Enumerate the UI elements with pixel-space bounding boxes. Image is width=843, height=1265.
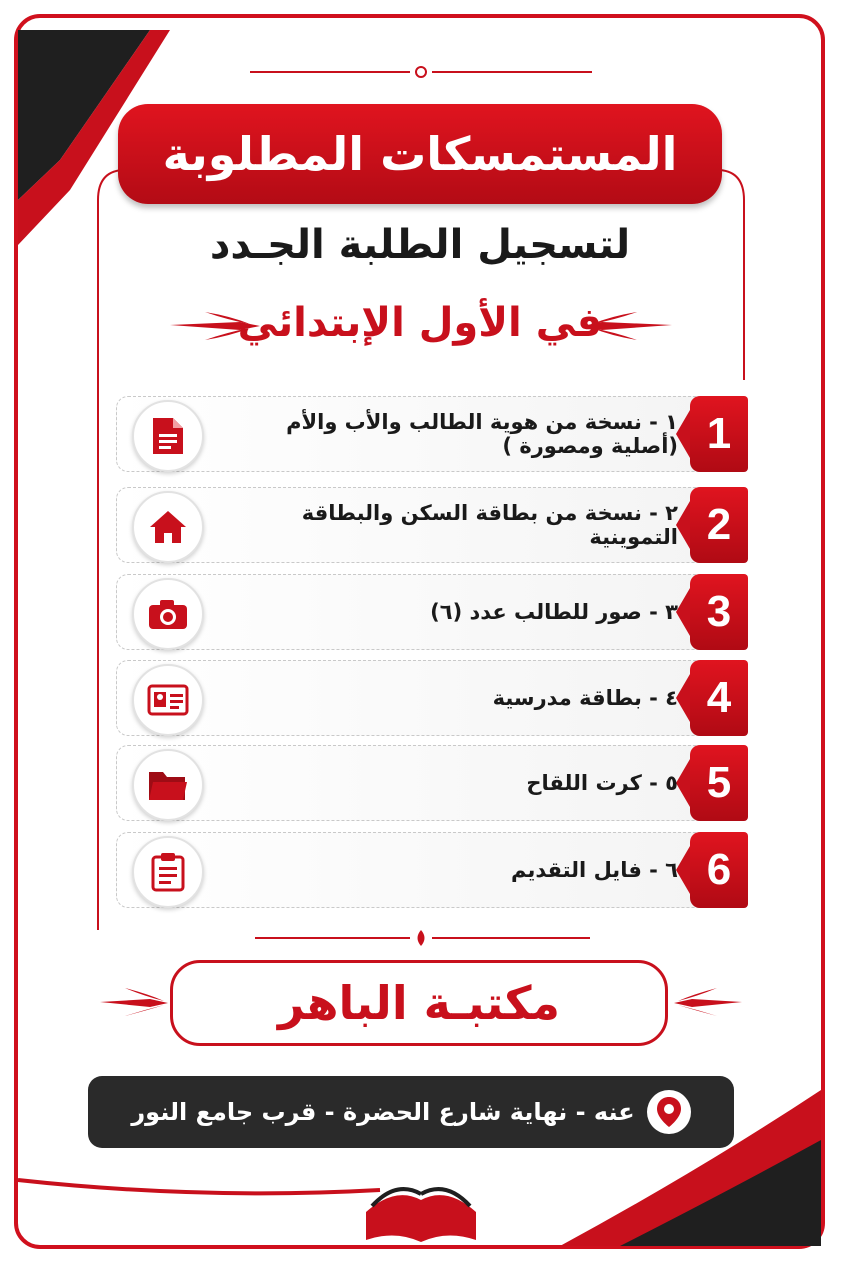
bottom-swoosh-left [18,1180,380,1193]
item-number: 4 [690,660,748,736]
item-text: ٣ - صور للطالب عدد (٦) [430,600,678,624]
item-number: 2 [690,487,748,563]
page-subtitle: لتسجيل الطلبة الجـدد [209,222,631,268]
list-item [116,745,748,821]
list-item [116,574,748,650]
item-number: 5 [690,745,748,821]
list-item [116,396,748,472]
address-bar [88,1076,734,1148]
item-text: ٥ - كرت اللقاح [526,771,678,795]
house-icon [132,491,204,563]
item-text: ٢ - نسخة من بطاقة السكن والبطاقة التموينية [301,501,678,549]
location-pin-icon [647,1090,691,1134]
folder-icon [132,749,204,821]
item-text: ٦ - فايل التقديم [511,858,678,882]
item-text: ١ - نسخة من هوية الطالب والأب والأم (أصلية ومصورة ) [286,410,678,458]
store-name: مكتبـة الباهر [277,976,561,1030]
store-flourish-left [100,988,168,1016]
list-item [116,660,748,736]
item-text: ٤ - بطاقة مدرسية [492,686,678,710]
page-title: المستمسكات المطلوبة [162,127,678,181]
store-name-box [170,960,668,1046]
document-icon [132,400,204,472]
item-number: 3 [690,574,748,650]
address-text: عنه - نهاية شارع الحضرة - قرب جامع النور [131,1098,635,1126]
item-number: 1 [690,396,748,472]
top-divider-dot [416,67,426,77]
item-number: 6 [690,832,748,908]
list-item [116,832,748,908]
id-card-icon [132,664,204,736]
camera-icon [132,578,204,650]
list-item [116,487,748,563]
title-banner [118,104,722,204]
store-flourish-right [674,988,742,1016]
mid-divider-diamond [418,930,425,946]
grade-label: في الأول الإبتدائي [237,300,603,346]
clipboard-icon [132,836,204,908]
book-icon [366,1189,476,1242]
